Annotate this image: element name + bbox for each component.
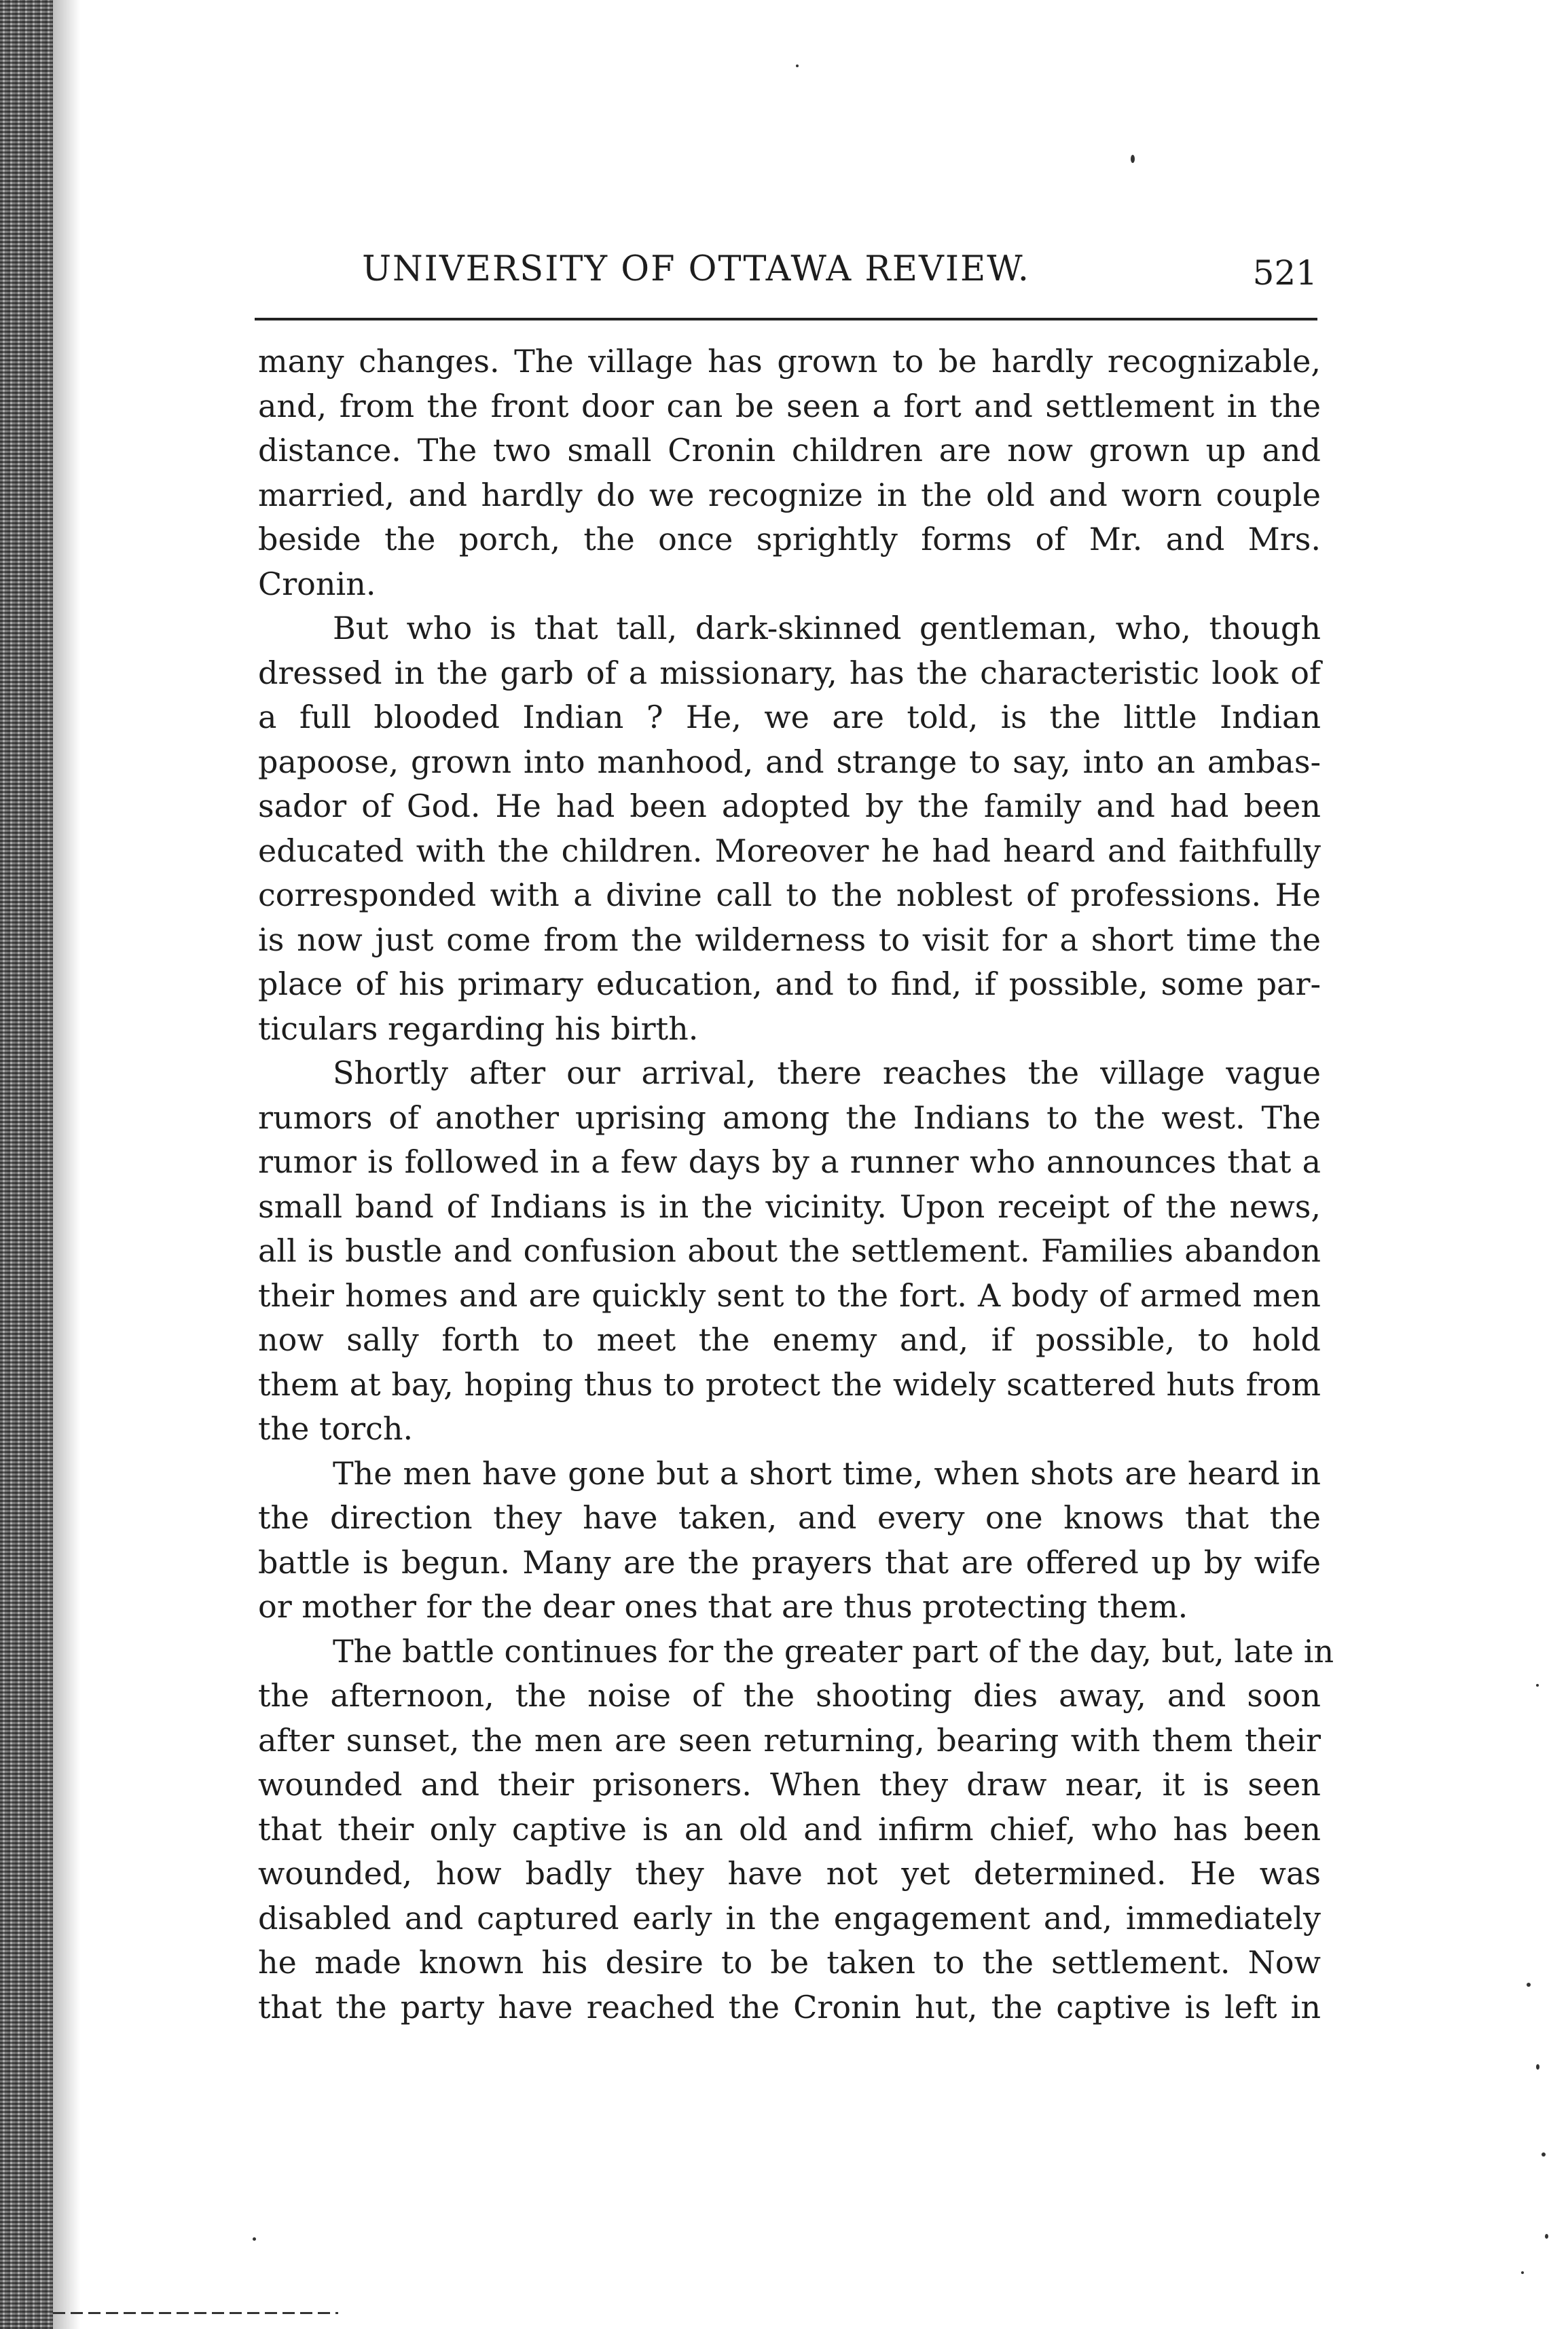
text-line: now sally forth to meet the enemy and, if possible, to hold xyxy=(258,1321,1321,1358)
text-line: papoose, grown into manhood, and strange to say, into an ambas- xyxy=(258,743,1321,780)
text-line: and, from the front door can be seen a fort and settlement in the xyxy=(258,387,1321,424)
text-line: the direction they have taken, and every one knows that the xyxy=(258,1499,1321,1536)
text-line: small band of Indians is in the vicinity. Upon receipt of the news, xyxy=(258,1188,1321,1225)
text-line: place of his primary education, and to find, if possible, some par- xyxy=(258,966,1321,1002)
text-line: a full blooded Indian ? He, we are told, is the little Indian xyxy=(258,699,1321,735)
text-line: But who is that tall, dark-skinned gentleman, who, though xyxy=(333,610,1321,646)
text-line: after sunset, the men are seen returning, bearing with them their xyxy=(258,1721,1321,1759)
scan-speck xyxy=(1545,2234,1548,2239)
text-line: sador of God. He had been adopted by the family and had been xyxy=(258,788,1321,824)
scan-speck xyxy=(1536,1684,1539,1687)
text-line: Shortly after our arrival, there reaches the village vague xyxy=(333,1055,1321,1091)
text-line: The battle continues for the greater part of the day, but, late in xyxy=(333,1632,1334,1670)
scan-speck xyxy=(1527,1983,1531,1987)
text-line: all is bustle and confusion about the settlement. Families abandon xyxy=(258,1232,1321,1269)
text-line: disabled and captured early in the engagement and, immediately xyxy=(258,1899,1321,1937)
scan-binding-edge xyxy=(0,0,53,2329)
text-line: beside the porch, the once sprightly forms of Mr. and Mrs. xyxy=(258,521,1321,557)
scan-binding-shadow xyxy=(53,0,80,2329)
text-line: wounded, how badly they have not yet determined. He was xyxy=(258,1855,1321,1892)
text-line: that the party have reached the Cronin hut, the captive is left in xyxy=(258,1988,1321,2025)
text-line: he made known his desire to be taken to the settlement. Now xyxy=(258,1944,1321,1981)
text-line: is now just come from the wilderness to visit for a short time the xyxy=(258,921,1321,958)
scan-speck xyxy=(1521,2271,1524,2274)
page-header xyxy=(255,241,1317,309)
text-line: that their only captive is an old and infirm chief, who has been xyxy=(258,1810,1321,1848)
text-line: the afternoon, the noise of the shooting dies away, and soon xyxy=(258,1677,1321,1714)
text-line: The men have gone but a short time, when shots are heard in xyxy=(333,1454,1321,1492)
text-line: battle is begun. Many are the prayers that are offered up by wife xyxy=(258,1543,1321,1581)
text-line: corresponded with a divine call to the noblest of professions. He xyxy=(258,877,1321,913)
scan-speck xyxy=(253,2237,256,2241)
text-line: married, and hardly do we recognize in the old and worn couple xyxy=(258,476,1321,513)
running-head: UNIVERSITY OF OTTAWA REVIEW. xyxy=(362,249,1030,289)
article-body xyxy=(258,340,1334,2030)
text-line: Cronin. xyxy=(258,565,376,602)
scan-speck xyxy=(1542,2152,1546,2157)
text-line: the torch. xyxy=(258,1410,414,1447)
text-line: distance. The two small Cronin children are now grown up and xyxy=(258,432,1321,469)
text-line: rumor is followed in a few days by a runner who announces that a xyxy=(258,1143,1321,1180)
text-line: many changes. The village has grown to be hardly recognizable, xyxy=(258,343,1321,380)
text-line: or mother for the dear ones that are thus protecting them. xyxy=(258,1588,1188,1625)
text-line: ticulars regarding his birth. xyxy=(258,1010,699,1047)
text-line: them at bay, hoping thus to protect the widely scattered huts from xyxy=(258,1365,1321,1403)
scan-speck xyxy=(796,65,799,67)
text-line: their homes and are quickly sent to the fort. A body of armed men xyxy=(258,1277,1321,1314)
header-rule xyxy=(255,318,1317,320)
text-line: rumors of another uprising among the Indians to the west. The xyxy=(258,1099,1321,1136)
scan-bottom-artifact xyxy=(53,2312,338,2314)
text-line: wounded and their prisoners. When they draw near, it is seen xyxy=(258,1766,1321,1803)
page-number: 521 xyxy=(1252,253,1317,293)
text-line: dressed in the garb of a missionary, has the characteristic look of xyxy=(258,654,1321,691)
text-line: educated with the children. Moreover he had heard and faithfully xyxy=(258,832,1321,869)
scan-speck xyxy=(1536,2064,1539,2070)
scan-speck xyxy=(1131,155,1135,163)
